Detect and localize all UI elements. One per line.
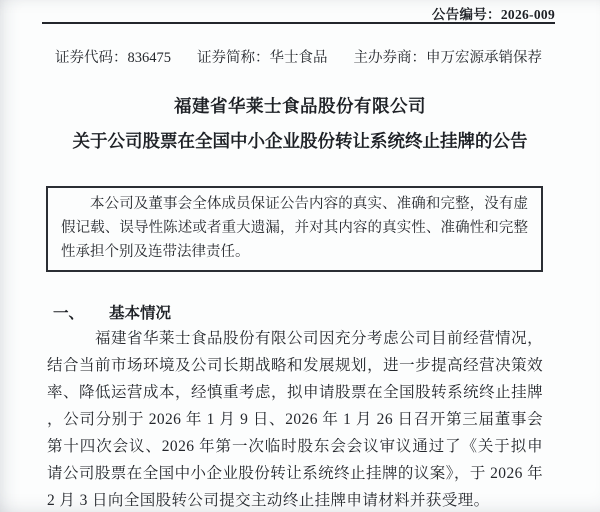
company-name-title: 福建省华莱士食品股份有限公司	[174, 96, 426, 116]
securities-code-value: 836475	[127, 50, 171, 66]
announcement-title: 关于公司股票在全国中小企业股份转让系统终止挂牌的公告	[72, 131, 528, 151]
sponsor-value: 申万宏源承销保荐	[426, 50, 542, 66]
disclaimer-text: 本公司及董事会全体成员保证公告内容的真实、准确和完整，没有虚假记载、误导性陈述或者重大遗漏，并对其内容的真实性、准确性和完整性承担个别及连带法律责任。	[61, 196, 528, 260]
securities-code-label: 证券代码：	[55, 50, 128, 66]
securities-code-field	[55, 46, 171, 67]
securities-short-name-value: 华士食品	[269, 50, 328, 66]
section-paragraph: 福建省华莱士食品股份有限公司因充分考虑公司目前经营情况，结合当前市场环境及公司长期战略和发展规划，进一步提高经营决策效率、降低运营成本，经慎重考虑，拟申请股票在全国股转系统终止挂牌，公司分别于 2026 年 1 月 9 日、2026 年 1 月 26 日召开第三届董事会第十四次会议、2026 年第一次临时股东会会议审议通过了《关于拟申请公司股票在全国中小企业股份转让系统终止挂牌的议案》，于 2026 年 2 月 3 日向全国股转公司提交主动终止挂牌申请材料并获受理。	[47, 330, 543, 509]
sponsor-field	[354, 46, 543, 67]
section-heading	[53, 301, 171, 323]
section-number: 一、	[53, 305, 85, 322]
disclaimer-box	[46, 186, 543, 272]
announcement-number: 公告编号：2026-009	[431, 7, 555, 22]
section-heading-label: 基本情况	[109, 305, 172, 322]
securities-short-name-label: 证券简称：	[197, 50, 270, 66]
header-rule	[42, 22, 555, 24]
sponsor-label: 主办券商：	[353, 50, 426, 66]
securities-short-name-field	[197, 46, 328, 67]
securities-header-row	[55, 46, 542, 67]
